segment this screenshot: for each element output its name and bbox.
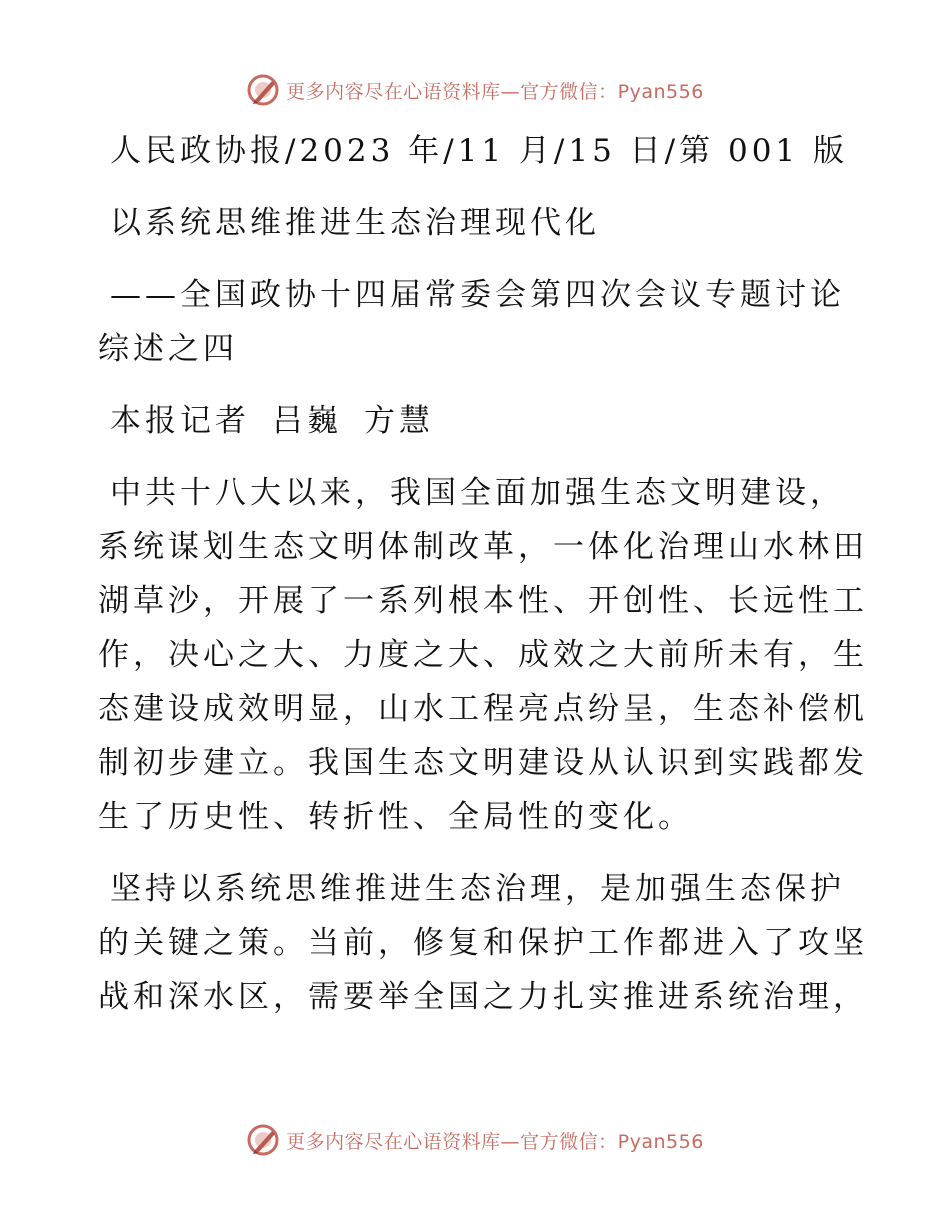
paragraph-line: 系统谋划生态文明体制改革，一体化治理山水林田 — [98, 529, 868, 565]
watermark-text — [286, 77, 704, 104]
byline-author-1: 吕巍 — [272, 403, 342, 439]
paragraph-line: 作，决心之大、力度之大、成效之大前所未有，生 — [98, 637, 868, 673]
paragraph-line: 坚持以系统思维推进生态治理，是加强生态保护 — [110, 871, 845, 907]
watermark-main-text: 更多内容尽在心语资料库 — [286, 1130, 501, 1153]
paragraph-line: 中共十八大以来，我国全面加强生态文明建设， — [110, 475, 845, 511]
header-watermark — [0, 70, 950, 110]
source-line: 人民政协报/2023 年/11 月/15 日/第 001 版 — [110, 133, 849, 169]
byline-label: 本报记者 — [110, 403, 250, 439]
article-body — [98, 124, 868, 1024]
byline-author-2: 方慧 — [364, 403, 434, 439]
paragraph-line: 生了历史性、转折性、全局性的变化。 — [98, 799, 693, 835]
watermark-dash: — — [500, 1130, 521, 1153]
paragraph-line: 战和深水区，需要举全国之力扎实推进系统治理， — [98, 979, 868, 1015]
byline — [98, 394, 850, 448]
watermark-dash: — — [500, 80, 521, 103]
article-title: 以系统思维推进生态治理现代化 — [110, 205, 600, 241]
article-subtitle-line1: ——全国政协十四届常委会第四次会议专题讨论 — [110, 277, 845, 313]
paragraph-line: 湖草沙，开展了一系列根本性、开创性、长远性工 — [98, 583, 868, 619]
paragraph-2 — [98, 862, 868, 1024]
paragraph-1 — [98, 466, 868, 844]
paragraph-line: 制初步建立。我国生态文明建设从认识到实践都发 — [98, 745, 868, 781]
pen-logo-icon — [246, 73, 280, 107]
footer-watermark — [0, 1120, 950, 1160]
pen-logo-icon — [246, 1123, 280, 1157]
watermark-suffix: 官方微信：Pyan556 — [520, 80, 704, 103]
paragraph-line: 的关键之策。当前，修复和保护工作都进入了攻坚 — [98, 925, 868, 961]
watermark-text — [286, 1127, 704, 1154]
watermark-main-text: 更多内容尽在心语资料库 — [286, 80, 501, 103]
watermark-suffix: 官方微信：Pyan556 — [520, 1130, 704, 1153]
article-subtitle-line2: 综述之四 — [98, 331, 238, 367]
paragraph-line: 态建设成效明显，山水工程亮点纷呈，生态补偿机 — [98, 691, 868, 727]
